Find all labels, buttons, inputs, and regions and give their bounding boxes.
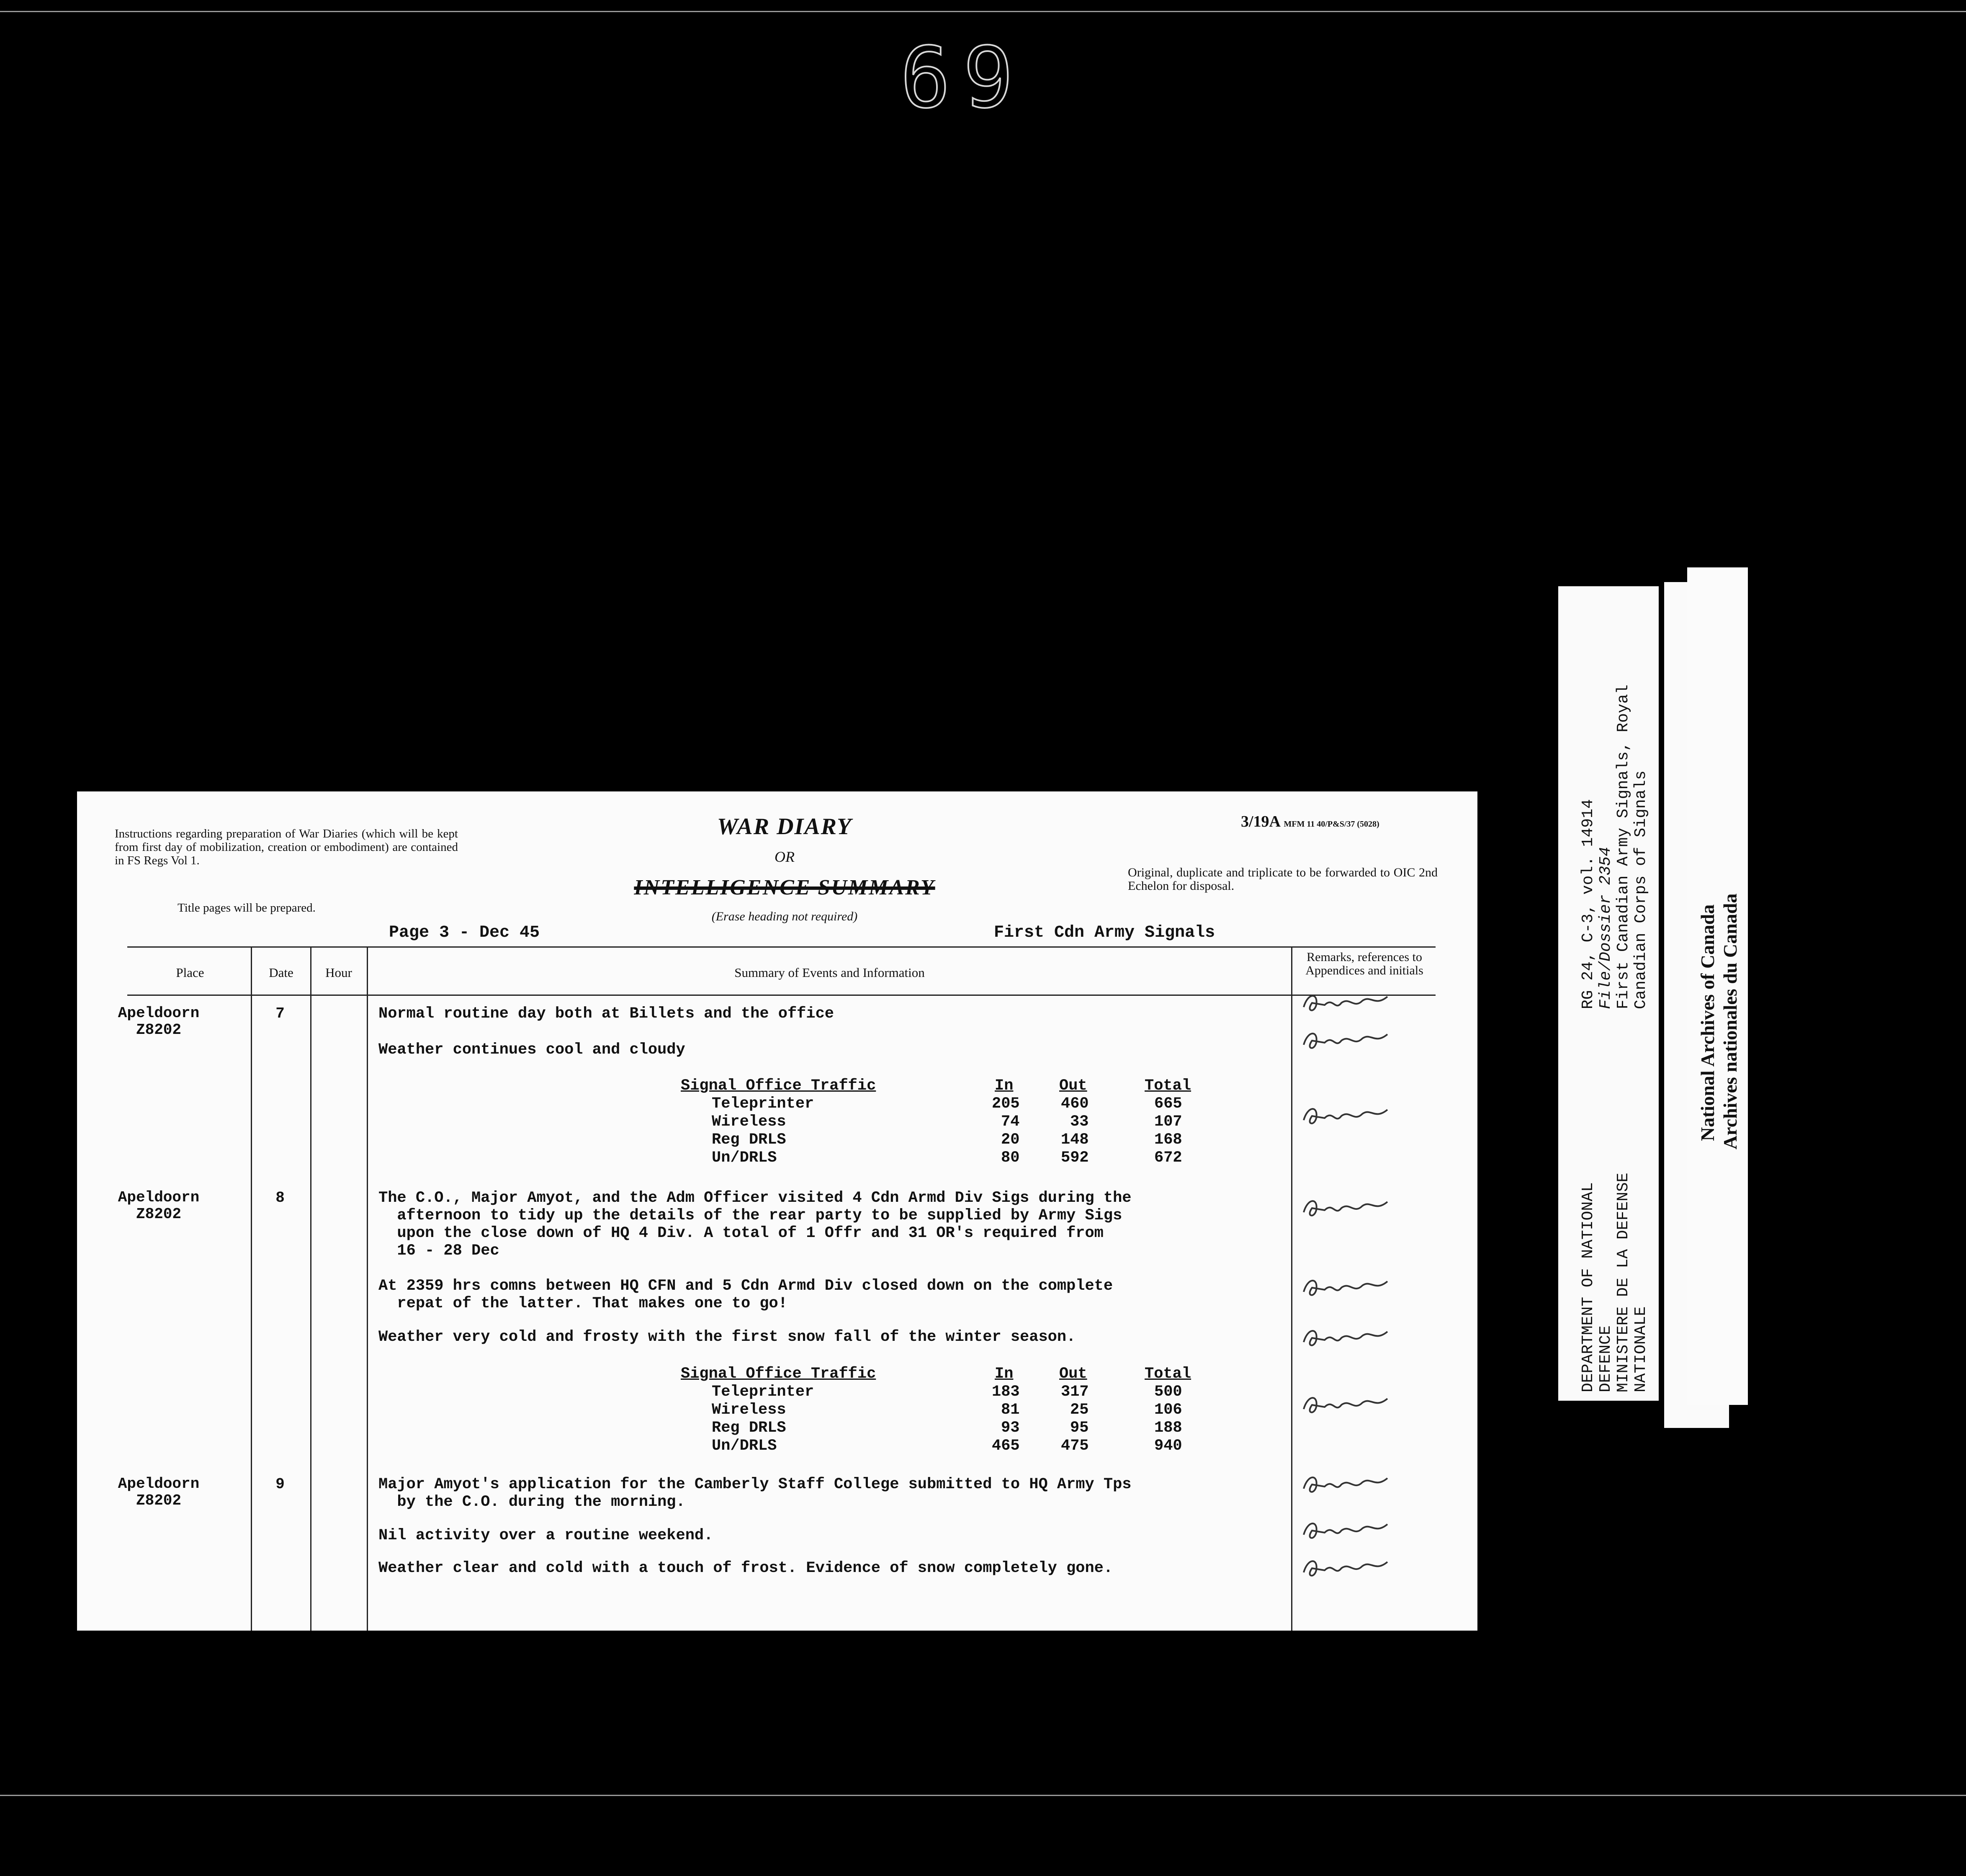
traffic-cell: 33 [1070,1113,1089,1131]
entry-line: afternoon to tidy up the details of the rear party to be supplied by Army Sigs [378,1207,1122,1224]
entry-line: At 2359 hrs comns between HQ CFN and 5 Cdn Armd Div closed down on the complete [378,1277,1113,1295]
traffic-cell: 940 [1154,1437,1182,1455]
traffic-cell: 460 [1061,1095,1089,1113]
form-title: WAR DIARY [717,814,852,840]
entry-line: repat of the latter. That makes one to go! [378,1295,787,1312]
entry-line: upon the close down of HQ 4 Div. A total of 1 Offr and 31 OR's required from [378,1224,1104,1242]
traffic-cell: 672 [1154,1149,1182,1167]
label-unit-title-2: Canadian Corps of Signals [1632,770,1650,1009]
title-pages-note: Title pages will be prepared. [178,901,316,915]
traffic-cell: 95 [1070,1419,1089,1437]
entry-place: Apeldoorn Z8202 [118,1005,200,1038]
erase-note: (Erase heading not required) [711,910,858,923]
label-archives-fr: Archives nationales du Canada [1719,893,1741,1149]
traffic-cell: 500 [1154,1383,1182,1401]
initials-signature [1300,1101,1396,1131]
traffic-header-label: Signal Office Traffic [681,1077,876,1095]
traffic-header-out: Out [1059,1077,1087,1095]
col-divider-date [310,946,311,1631]
label-ministere-2: NATIONALE [1632,1306,1650,1392]
traffic-cell: 188 [1154,1419,1182,1437]
top-border-line [0,11,1966,12]
instructions-text: Instructions regarding preparation of War Diaries (which will be kept from first day of mobilization, creation or embodiment) are contained in FS Regs Vol 1. [115,827,458,867]
entry-place: Apeldoorn Z8202 [118,1189,200,1223]
label-file: File/Dossier 2354 [1597,847,1615,1009]
entry-line: by the C.O. during the morning. [378,1493,685,1511]
bottom-border-line [0,1795,1966,1796]
archive-reference-label [1558,586,1659,1401]
traffic-header-out: Out [1059,1365,1087,1383]
traffic-header-total: Total [1145,1077,1191,1095]
traffic-cell: 25 [1070,1401,1089,1419]
traffic-cell: 665 [1154,1095,1182,1113]
entry-line: Weather clear and cold with a touch of frost. Evidence of snow completely gone. [378,1559,1113,1577]
unit-name: First Cdn Army Signals [994,923,1215,942]
label-archives-en: National Archives of Canada [1697,904,1718,1141]
struck-heading: INTELLIGENCE SUMMARY [634,876,935,899]
initials-signature [1300,1273,1396,1302]
traffic-cell: 81 [1001,1401,1020,1419]
traffic-cell: 205 [992,1095,1020,1113]
form-or: OR [775,848,795,865]
traffic-row-label: Reg DRLS [712,1419,786,1437]
traffic-cell: 183 [992,1383,1020,1401]
label-unit-title: First Canadian Army Signals, Royal [1614,684,1632,1009]
traffic-header-in: In [995,1077,1014,1095]
initials-signature [1300,1390,1396,1420]
form-number: 3/19A MFM 11 40/P&S/37 (5028) [1241,813,1379,830]
traffic-cell: 168 [1154,1131,1182,1149]
traffic-cell: 107 [1154,1113,1182,1131]
entry-date: 8 [275,1189,285,1206]
table-header-rule [127,995,1436,996]
traffic-cell: 106 [1154,1401,1182,1419]
traffic-row-label: Reg DRLS [712,1131,786,1149]
traffic-cell: 475 [1061,1437,1089,1455]
entry-line: Weather very cold and frosty with the first snow fall of the winter season. [378,1328,1076,1346]
initials-signature [1300,988,1396,1018]
entry-line: Weather continues cool and cloudy [378,1041,685,1059]
frame-number: 69 [900,29,1026,127]
entry-line: Normal routine day both at Billets and the office [378,1005,834,1023]
archive-name-label [1687,567,1748,1405]
label-reference: RG 24, C-3, vol. 14914 [1579,799,1597,1009]
entry-line: 16 - 28 Dec [378,1242,499,1260]
header-hour: Hour [325,965,352,980]
traffic-cell: 74 [1001,1113,1020,1131]
col-divider-summary [1291,946,1292,1631]
entry-place: Apeldoorn Z8202 [118,1475,200,1509]
page-number: Page 3 - Dec 45 [389,923,540,942]
traffic-cell: 80 [1001,1149,1020,1167]
col-divider-hour [367,946,368,1631]
entry-line: Major Amyot's application for the Camberly Staff College submitted to HQ Army Tps [378,1476,1132,1493]
traffic-row-label: Teleprinter [712,1095,814,1113]
entry-date: 9 [275,1476,285,1493]
traffic-cell: 592 [1061,1149,1089,1167]
initials-signature [1300,1554,1396,1583]
original-note: Original, duplicate and triplicate to be forwarded to OIC 2nd Echelon for disposal. [1128,866,1438,893]
war-diary-page [77,791,1477,1631]
traffic-row-label: Wireless [712,1113,786,1131]
initials-signature [1300,1193,1396,1223]
initials-signature [1300,1470,1396,1499]
entry-date: 7 [275,1005,285,1022]
traffic-cell: 148 [1061,1131,1089,1149]
header-place: Place [176,965,204,980]
traffic-row-label: Un/DRLS [712,1437,777,1455]
traffic-header-in: In [995,1365,1014,1383]
entry-line: Nil activity over a routine weekend. [378,1527,713,1544]
traffic-row-label: Un/DRLS [712,1149,777,1167]
label-ministere: MINISTERE DE LA DEFENSE [1614,1172,1632,1392]
traffic-row-label: Wireless [712,1401,786,1419]
header-summary: Summary of Events and Information [734,965,925,980]
header-remarks: Remarks, references to Appendices and initials [1305,950,1423,977]
entry-line: The C.O., Major Amyot, and the Adm Officer visited 4 Cdn Armd Div Sigs during the [378,1189,1132,1207]
label-department-2: DEFENCE [1597,1325,1615,1392]
traffic-cell: 465 [992,1437,1020,1455]
initials-signature [1300,1026,1396,1055]
initials-signature [1300,1323,1396,1353]
header-date: Date [269,965,293,980]
traffic-header-total: Total [1145,1365,1191,1383]
traffic-row-label: Teleprinter [712,1383,814,1401]
traffic-cell: 317 [1061,1383,1089,1401]
initials-signature [1300,1516,1396,1545]
traffic-header-label: Signal Office Traffic [681,1365,876,1383]
table-top-rule [127,946,1436,948]
traffic-cell: 93 [1001,1419,1020,1437]
traffic-cell: 20 [1001,1131,1020,1149]
label-department: DEPARTMENT OF NATIONAL [1579,1182,1597,1392]
col-divider-place [251,946,252,1631]
